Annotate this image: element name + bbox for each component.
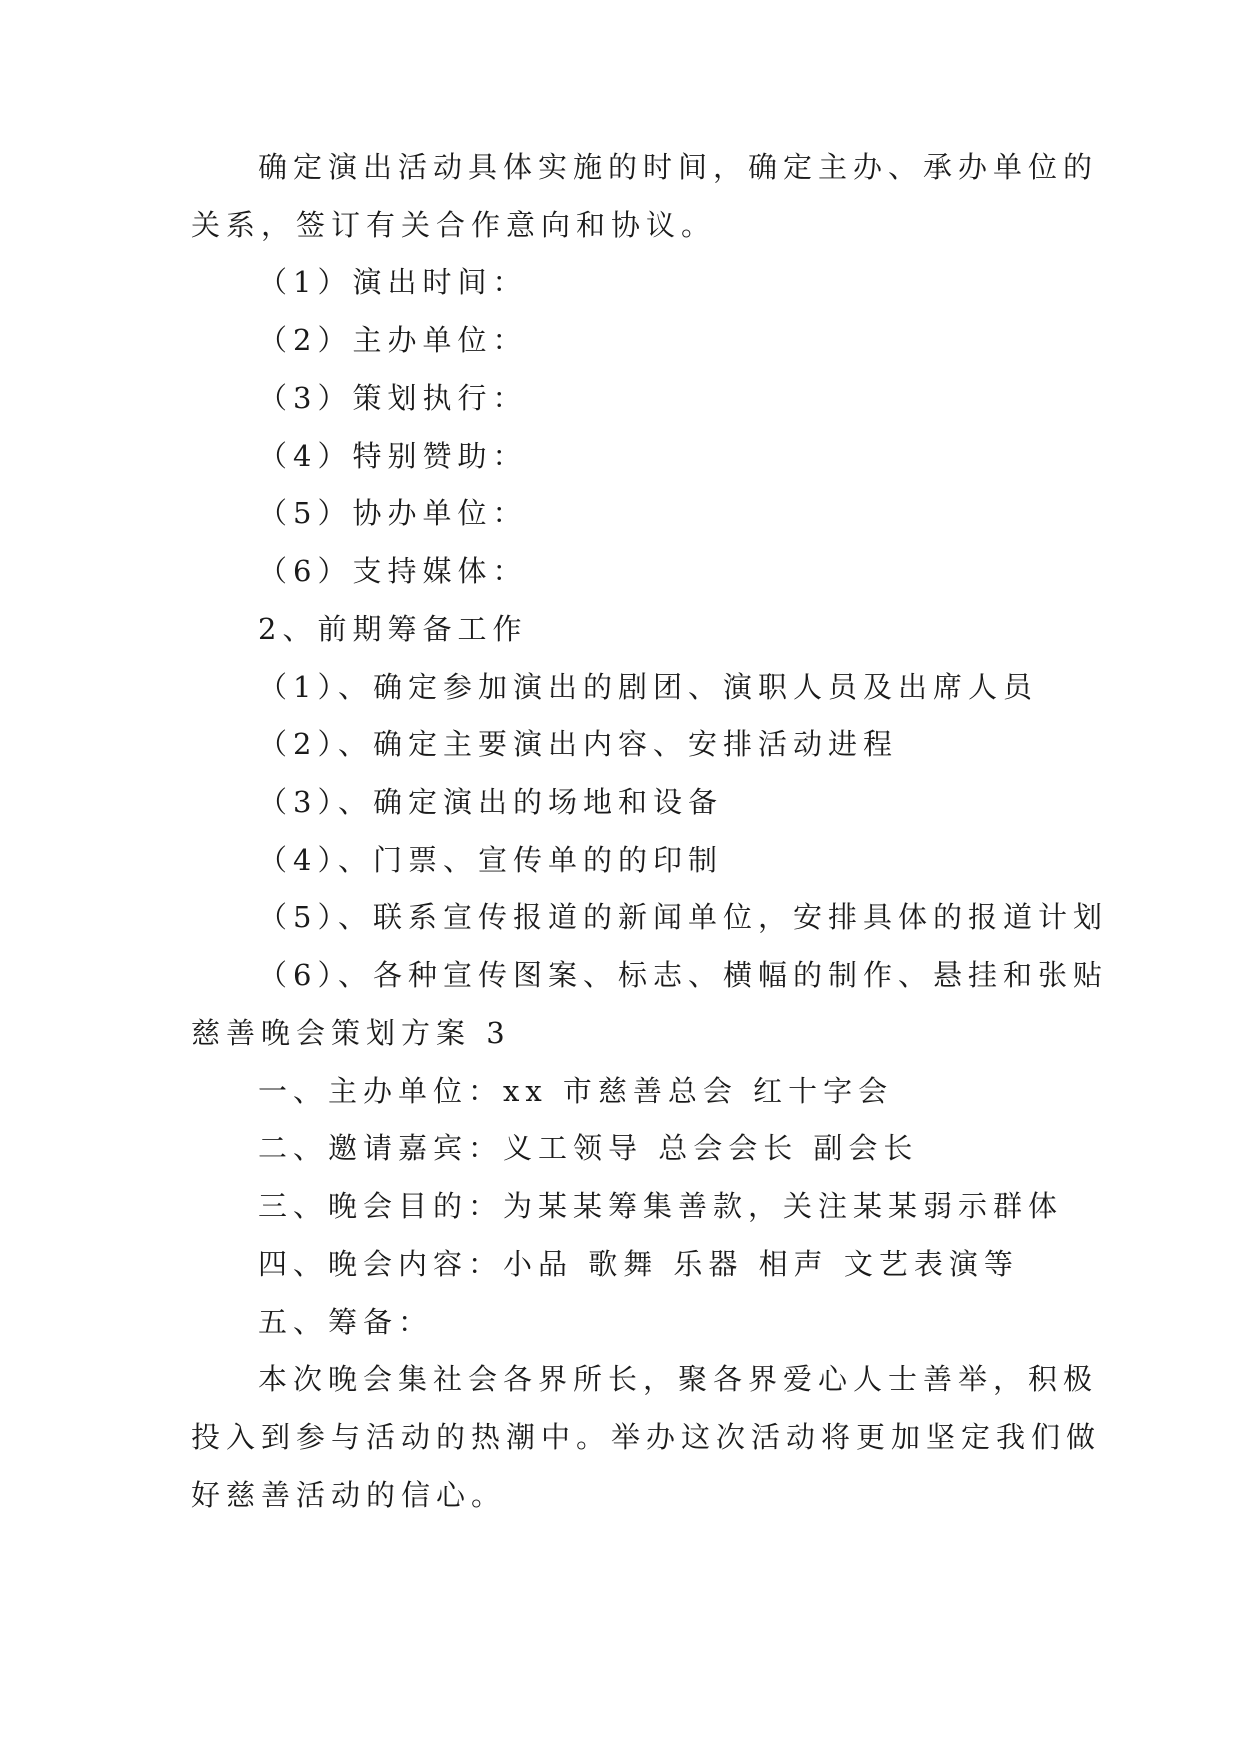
section-item: 一、主办单位：xx 市慈善总会 红十字会 — [258, 1074, 894, 1108]
list-item: （6）、各种宣传图案、标志、横幅的制作、悬挂和张贴 — [258, 958, 1108, 992]
list-item: （2）、确定主要演出内容、安排活动进程 — [258, 727, 898, 761]
section-item: 二、邀请嘉宾：义工领导 总会会长 副会长 — [258, 1131, 919, 1165]
paragraph-line: 好慈善活动的信心。 — [191, 1478, 507, 1512]
section-item: 三、晚会目的：为某某筹集善款，关注某某弱示群体 — [258, 1189, 1064, 1223]
list-item: （6）支持媒体： — [258, 554, 528, 588]
list-item: （4）、门票、宣传单的的印制 — [258, 843, 723, 877]
list-item: （5）协办单位： — [258, 496, 528, 530]
list-item: （2）主办单位： — [258, 323, 528, 357]
section-item: 四、晚会内容：小品 歌舞 乐器 相声 文艺表演等 — [258, 1247, 1019, 1281]
list-item: （1）演出时间： — [258, 265, 528, 299]
section-item: 五、筹备： — [258, 1305, 434, 1339]
list-item: （5）、联系宣传报道的新闻单位，安排具体的报道计划 — [258, 900, 1108, 934]
document-title: 慈善晚会策划方案 3 — [191, 1016, 511, 1050]
paragraph-line: 确定演出活动具体实施的时间，确定主办、承办单位的 — [258, 150, 1099, 184]
list-item: （3）策划执行： — [258, 381, 528, 415]
paragraph-line: 本次晚会集社会各界所长，聚各界爱心人士善举，积极 — [258, 1362, 1099, 1396]
list-item: （3）、确定演出的场地和设备 — [258, 785, 723, 819]
list-item: （1）、确定参加演出的剧团、演职人员及出席人员 — [258, 670, 1038, 704]
paragraph-line: 关系，签订有关合作意向和协议。 — [191, 208, 717, 242]
section-heading: 2、前期筹备工作 — [258, 612, 528, 646]
list-item: （4）特别赞助： — [258, 439, 528, 473]
paragraph-line: 投入到参与活动的热潮中。举办这次活动将更加坚定我们做 — [191, 1420, 1102, 1454]
